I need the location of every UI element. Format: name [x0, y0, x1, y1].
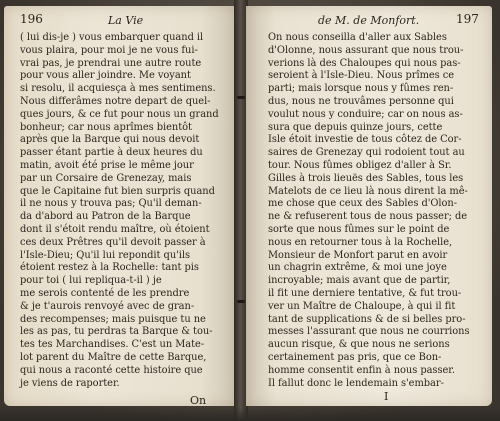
text-line: dont il s'étoit rendu maître, où étoient: [20, 223, 210, 235]
text-line: qui nous a raconté cette histoire que: [20, 364, 203, 376]
right-page-text: [268, 32, 469, 390]
text-line: matin, avoit été prise le même jour: [20, 159, 194, 171]
right-page-number: 197: [456, 12, 479, 26]
text-line: nous en retourner tous à la Rochelle,: [268, 236, 453, 248]
text-line: parti; mais lorsque nous y fûmes ren-: [268, 83, 454, 95]
text-line: Monsieur de Monfort parut en avoir: [268, 249, 448, 261]
text-line: je viens de raporter.: [20, 377, 120, 389]
text-line: Isle étoit investie de tous côtez de Cor-: [268, 134, 462, 146]
binding-thread: [237, 96, 245, 99]
text-line: pour vous aller joindre. Me voyant: [20, 70, 191, 82]
text-line: lot parent du Maître de cette Barque,: [20, 351, 207, 363]
text-line: seroient à l'Isle-Dieu. Nous prîmes ce: [268, 70, 455, 82]
text-line: par un Corsaire de Grenezay, mais: [20, 172, 192, 184]
text-line: des recompenses; mais puisque tu ne: [20, 313, 206, 325]
table-edge: [0, 407, 500, 421]
text-line: incroyable; mais avant que de partir,: [268, 275, 451, 287]
text-line: tour. Nous fûmes obligez d'aller à Sr.: [268, 159, 452, 171]
text-line: aucun risque, & que nous ne serions: [268, 339, 450, 351]
text-line: après que la Barque qui nous devoit: [20, 134, 200, 146]
text-line: sorte que nous fûmes sur le point de: [268, 223, 450, 235]
text-line: me chose que ceux des Sables d'Olon-: [268, 198, 458, 210]
text-line: ver un Maître de Chaloupe, à qui il fit: [268, 300, 456, 312]
text-line: voulut nous y conduire; car on nous as-: [268, 108, 463, 120]
binding-thread: [237, 300, 245, 303]
left-page-number: 196: [20, 12, 43, 26]
text-line: messes l'assurant que nous ne courrions: [268, 326, 470, 338]
text-line: Matelots de ce lieu là nous dirent la mê-: [268, 185, 468, 197]
text-line: vrai pas, je prendrai une autre route: [20, 57, 202, 69]
text-line: que le Capitaine fut bien surpris quand: [20, 185, 215, 197]
text-line: da d'abord au Patron de la Barque: [20, 211, 191, 223]
text-line: tant de supplications & de si belles pro-: [268, 313, 466, 325]
left-catchword: On: [190, 394, 207, 407]
text-line: saires de Grenezay qui rodoient tout au: [268, 147, 465, 159]
text-line: ques jours, & ce fut pour nous un grand: [20, 108, 219, 120]
right-page: [246, 6, 492, 406]
text-line: ces deux Prêtres qu'il devoit passer à: [20, 236, 206, 248]
left-running-head: La Vie: [108, 14, 144, 27]
text-line: d'Olonne, nous assurant que nous trou-: [268, 44, 464, 56]
text-line: il ne nous y trouva pas; Qu'il deman-: [20, 198, 202, 210]
text-line: sura que depuis quinze jours, cette: [268, 121, 443, 133]
text-line: verions là des Chaloupes qui nous pas-: [268, 57, 461, 69]
text-line: l'Isle-Dieu; Qu'il lui repondit qu'ils: [20, 249, 191, 261]
text-line: me serois contenté de les prendre: [20, 287, 190, 299]
text-line: certainement pas pris, que ce Bon-: [268, 351, 442, 363]
signature-mark: I: [384, 390, 389, 403]
text-line: si resolu, il acquiesça à mes sentimens.: [20, 83, 216, 95]
text-line: les as pas, tu perdras ta Barque & tou-: [20, 326, 213, 338]
text-line: homme consentit enfin à nous passer.: [268, 364, 455, 376]
text-line: passer étant partie à deux heures du: [20, 147, 203, 159]
left-page: [4, 6, 236, 406]
text-line: On nous conseilla d'aller aux Sables: [268, 32, 447, 43]
text-line: vous plaira, pour moi je ne vous fui-: [20, 44, 198, 56]
text-line: pour toi ( lui repliqua-t-il ) je: [20, 275, 162, 287]
text-line: un chagrin extrême, & moi une joye: [268, 262, 447, 274]
text-line: Il fallut donc le lendemain s'embar-: [268, 377, 444, 389]
text-line: & je t'aurois renvoyé avec de gran-: [20, 300, 195, 312]
text-line: ( lui dis-je ) vous embarquer quand il: [20, 32, 204, 43]
text-line: Gilles à trois lieuës des Sables, tous les: [268, 172, 464, 184]
text-line: Nous differâmes notre depart de quel-: [20, 95, 211, 107]
text-line: étoient restez à la Rochelle: tant pis: [20, 262, 199, 274]
text-line: dus, nous ne trouvâmes personne qui: [268, 95, 454, 107]
text-line: bonheur; car nous aprîmes bientôt: [20, 121, 192, 133]
text-line: ne & refuserent tous de nous passer; de: [268, 211, 468, 223]
left-page-text: [20, 32, 219, 390]
text-line: tes tes Marchandises. C'est un Mate-: [20, 339, 205, 351]
right-running-head: de M. de Monfort.: [318, 14, 420, 27]
text-line: il fit une derniere tentative, & fut trou-: [268, 287, 462, 299]
